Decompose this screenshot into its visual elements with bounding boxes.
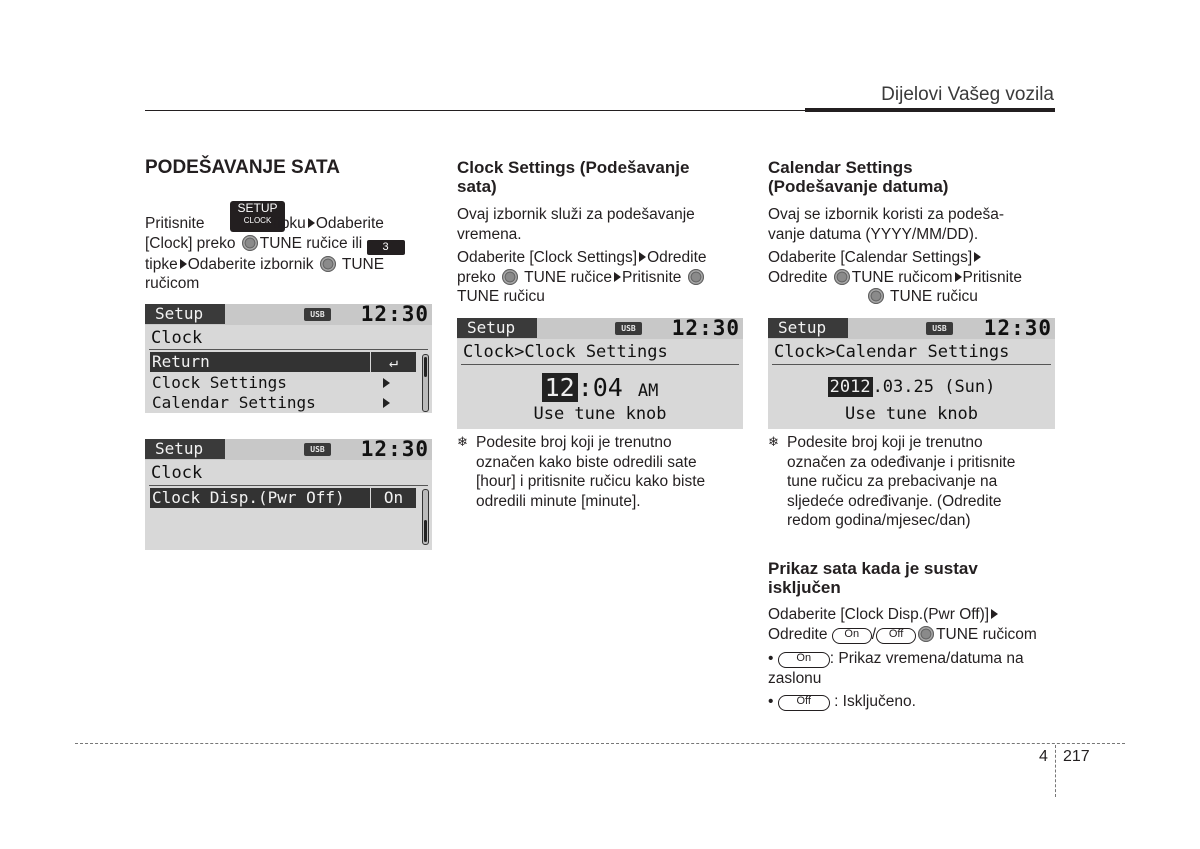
option-text: : Prikaz vremena/datuma na xyxy=(829,650,1024,667)
screen-subtitle: Clock xyxy=(151,328,203,348)
heading-line: sata) xyxy=(457,177,497,196)
note-line: označen za odeđivanje i pritisnite xyxy=(787,453,1016,471)
bullet: • xyxy=(768,650,774,667)
year-field[interactable]: 2012 xyxy=(829,377,871,397)
heading-line: isključen xyxy=(768,578,841,597)
tune-knob-icon xyxy=(320,256,336,272)
heading-line: Calendar Settings xyxy=(768,158,913,177)
arrow-icon xyxy=(614,272,621,282)
step-text: TUNE ručicu xyxy=(890,288,978,305)
calendar-settings-heading xyxy=(768,158,1058,196)
ampm-field[interactable]: AM xyxy=(637,381,659,401)
arrow-icon xyxy=(180,259,187,269)
header-rule xyxy=(145,110,805,111)
screen-rule xyxy=(461,364,739,365)
arrow-icon xyxy=(974,252,981,262)
clock-settings-heading xyxy=(457,158,747,196)
screen-hint: Use tune knob xyxy=(533,404,667,424)
note-line: [hour] i pritisnite ručicu kako biste xyxy=(476,473,706,490)
intro-line: vanje datuma (YYYY/MM/DD). xyxy=(768,225,979,243)
step-text: Pritisnite xyxy=(621,268,682,286)
text-tipke: tipke xyxy=(145,255,178,273)
chevron-right-icon xyxy=(383,378,390,388)
text-clock-preko: [Clock] preko xyxy=(145,234,236,252)
bullet: • xyxy=(768,693,774,710)
tune-knob-icon xyxy=(918,626,934,642)
step-text: Odredite xyxy=(768,268,828,286)
scrollbar[interactable] xyxy=(422,489,429,545)
screen-tag: Setup xyxy=(145,439,225,459)
chapter-number: 4 xyxy=(1039,748,1048,765)
screen-tag: Setup xyxy=(457,318,537,338)
menu-item-calendar-settings[interactable] xyxy=(150,393,416,413)
text-rucicom: ručicom xyxy=(145,275,200,292)
note-line: označen kako biste odredili sate xyxy=(476,453,697,471)
usb-icon: USB xyxy=(304,443,331,456)
arrow-icon xyxy=(955,272,962,282)
clock-settings-steps xyxy=(457,248,744,307)
header-rule-accent xyxy=(805,108,1055,112)
text-tune: TUNE xyxy=(341,255,385,273)
on-option-description xyxy=(768,649,1055,688)
off-option-description xyxy=(768,692,1055,712)
menu-item-clock-settings[interactable] xyxy=(150,373,416,393)
screen-tag: Setup xyxy=(145,304,225,324)
note-line: Podesite broj koji je trenutno xyxy=(787,434,983,451)
calendar-settings-note xyxy=(787,433,1055,531)
intro-line: Ovaj se izbornik koristi za podeša- xyxy=(768,206,1005,223)
screen-time: 12:30 xyxy=(360,439,429,461)
text-pritisnite: Pritisnite xyxy=(145,215,205,232)
note-line: odredili minute [minute]. xyxy=(476,492,641,510)
arrow-icon xyxy=(308,218,315,228)
footer-rule xyxy=(75,743,1125,744)
heading-line: (Podešavanje datuma) xyxy=(768,177,949,196)
menu-item-label: Clock Settings xyxy=(152,373,287,392)
chevron-right-icon xyxy=(383,398,390,408)
clock-display-heading xyxy=(768,559,1058,597)
step-text: TUNE ručicom xyxy=(851,268,953,286)
clock-display-screen xyxy=(145,439,432,550)
step-text: TUNE ručicu xyxy=(457,288,545,305)
on-button-icon: On xyxy=(778,652,830,668)
note-line: redom godina/mjesec/dan) xyxy=(787,512,971,529)
step-text: Pritisnite xyxy=(962,268,1022,286)
text-tipku: tipku xyxy=(273,215,306,232)
screen-tag: Setup xyxy=(768,318,848,338)
scrollbar[interactable] xyxy=(422,354,429,412)
number-3-key-icon: 3 xyxy=(367,240,405,255)
screen-hint: Use tune knob xyxy=(844,404,979,424)
clock-display-steps xyxy=(768,605,1055,644)
option-text: zaslonu xyxy=(768,669,822,687)
usb-icon: USB xyxy=(615,322,642,335)
menu-item-label: Calendar Settings xyxy=(152,393,316,412)
scrollbar-thumb[interactable] xyxy=(424,520,427,542)
tune-knob-icon xyxy=(834,269,850,285)
tune-knob-icon xyxy=(502,269,518,285)
calendar-settings-screen xyxy=(768,318,1055,429)
heading-line: Clock Settings (Podešavanje xyxy=(457,158,690,177)
menu-item-clock-disp[interactable]: Clock Disp.(Pwr Off) xyxy=(150,488,370,508)
heading-line: Prikaz sata kada je sustav xyxy=(768,559,978,578)
screen-time: 12:30 xyxy=(360,304,429,326)
setup-key-label: SETUP xyxy=(237,201,278,215)
screen-time: 12:30 xyxy=(983,318,1052,340)
screen-subtitle: Clock>Calendar Settings xyxy=(774,342,1010,362)
date-rest-field[interactable]: .03.25 (Sun) xyxy=(872,377,996,397)
note-line: tune ručicu za prebacivanje na xyxy=(787,473,998,490)
arrow-icon xyxy=(991,609,998,619)
screen-rule xyxy=(772,364,1051,365)
step-text: TUNE ručice xyxy=(524,268,612,286)
slash: / xyxy=(871,625,877,643)
text-odaberite: Odaberite xyxy=(315,215,384,232)
date-editor xyxy=(768,376,1055,398)
usb-icon: USB xyxy=(926,322,953,335)
text-odaberite-izbornik: Odaberite izbornik xyxy=(187,255,314,273)
intro-line: vremena. xyxy=(457,225,522,243)
note-icon: ❄ xyxy=(768,434,779,449)
on-value-badge[interactable]: On xyxy=(371,488,416,508)
page-number: 217 xyxy=(1063,748,1090,765)
screen-rule xyxy=(149,485,428,486)
text-tune-rucice-ili: TUNE ručice ili xyxy=(259,234,363,252)
tune-knob-icon xyxy=(688,269,704,285)
off-button-icon: Off xyxy=(778,695,830,711)
section-heading: PODEŠAVANJE SATA xyxy=(145,157,340,178)
intro-line: Ovaj izbornik služi za podešavanje xyxy=(457,206,695,223)
step-text: TUNE ručicom xyxy=(936,625,1037,643)
step-text: Odaberite [Clock Settings] xyxy=(457,249,638,266)
running-header: Dijelovi Vašeg vozila xyxy=(881,84,1054,105)
note-icon: ❄ xyxy=(457,434,468,449)
step-text: Odredite xyxy=(647,249,707,266)
step-text: preko xyxy=(457,268,496,286)
screen-time: 12:30 xyxy=(671,318,740,340)
screen-subtitle: Clock xyxy=(151,463,203,483)
tune-knob-icon xyxy=(868,288,884,304)
col1-paragraph xyxy=(145,214,432,294)
return-icon: ↵ xyxy=(371,352,416,372)
time-editor xyxy=(457,373,743,406)
setup-clock-screen xyxy=(145,304,432,413)
clock-settings-intro xyxy=(457,205,744,244)
calendar-settings-steps xyxy=(768,248,1055,307)
note-line: sljedeće određivanje. (Odredite xyxy=(787,492,1002,510)
step-text: Odaberite [Clock Disp.(Pwr Off)] xyxy=(768,606,990,623)
usb-icon: USB xyxy=(304,308,331,321)
step-text: Odaberite [Calendar Settings] xyxy=(768,249,973,266)
option-text: : Isključeno. xyxy=(834,693,916,710)
scrollbar-thumb[interactable] xyxy=(424,357,427,377)
arrow-icon xyxy=(639,252,646,262)
clock-key-label: CLOCK xyxy=(243,216,272,225)
off-button-icon: Off xyxy=(876,628,916,644)
screen-subtitle: Clock>Clock Settings xyxy=(463,342,668,362)
tune-knob-icon xyxy=(242,235,258,251)
note-line: Podesite broj koji je trenutno xyxy=(476,434,672,451)
clock-settings-screen xyxy=(457,318,743,429)
page-divider xyxy=(1055,745,1056,797)
menu-item-return[interactable]: Return xyxy=(150,352,370,372)
step-text: Odredite xyxy=(768,625,828,643)
clock-settings-note xyxy=(476,433,744,511)
calendar-settings-intro xyxy=(768,205,1055,244)
on-button-icon: On xyxy=(832,628,872,644)
screen-rule xyxy=(149,349,428,350)
hour-field[interactable]: 12 xyxy=(542,373,578,402)
minutes-field[interactable]: :04 xyxy=(577,373,623,402)
